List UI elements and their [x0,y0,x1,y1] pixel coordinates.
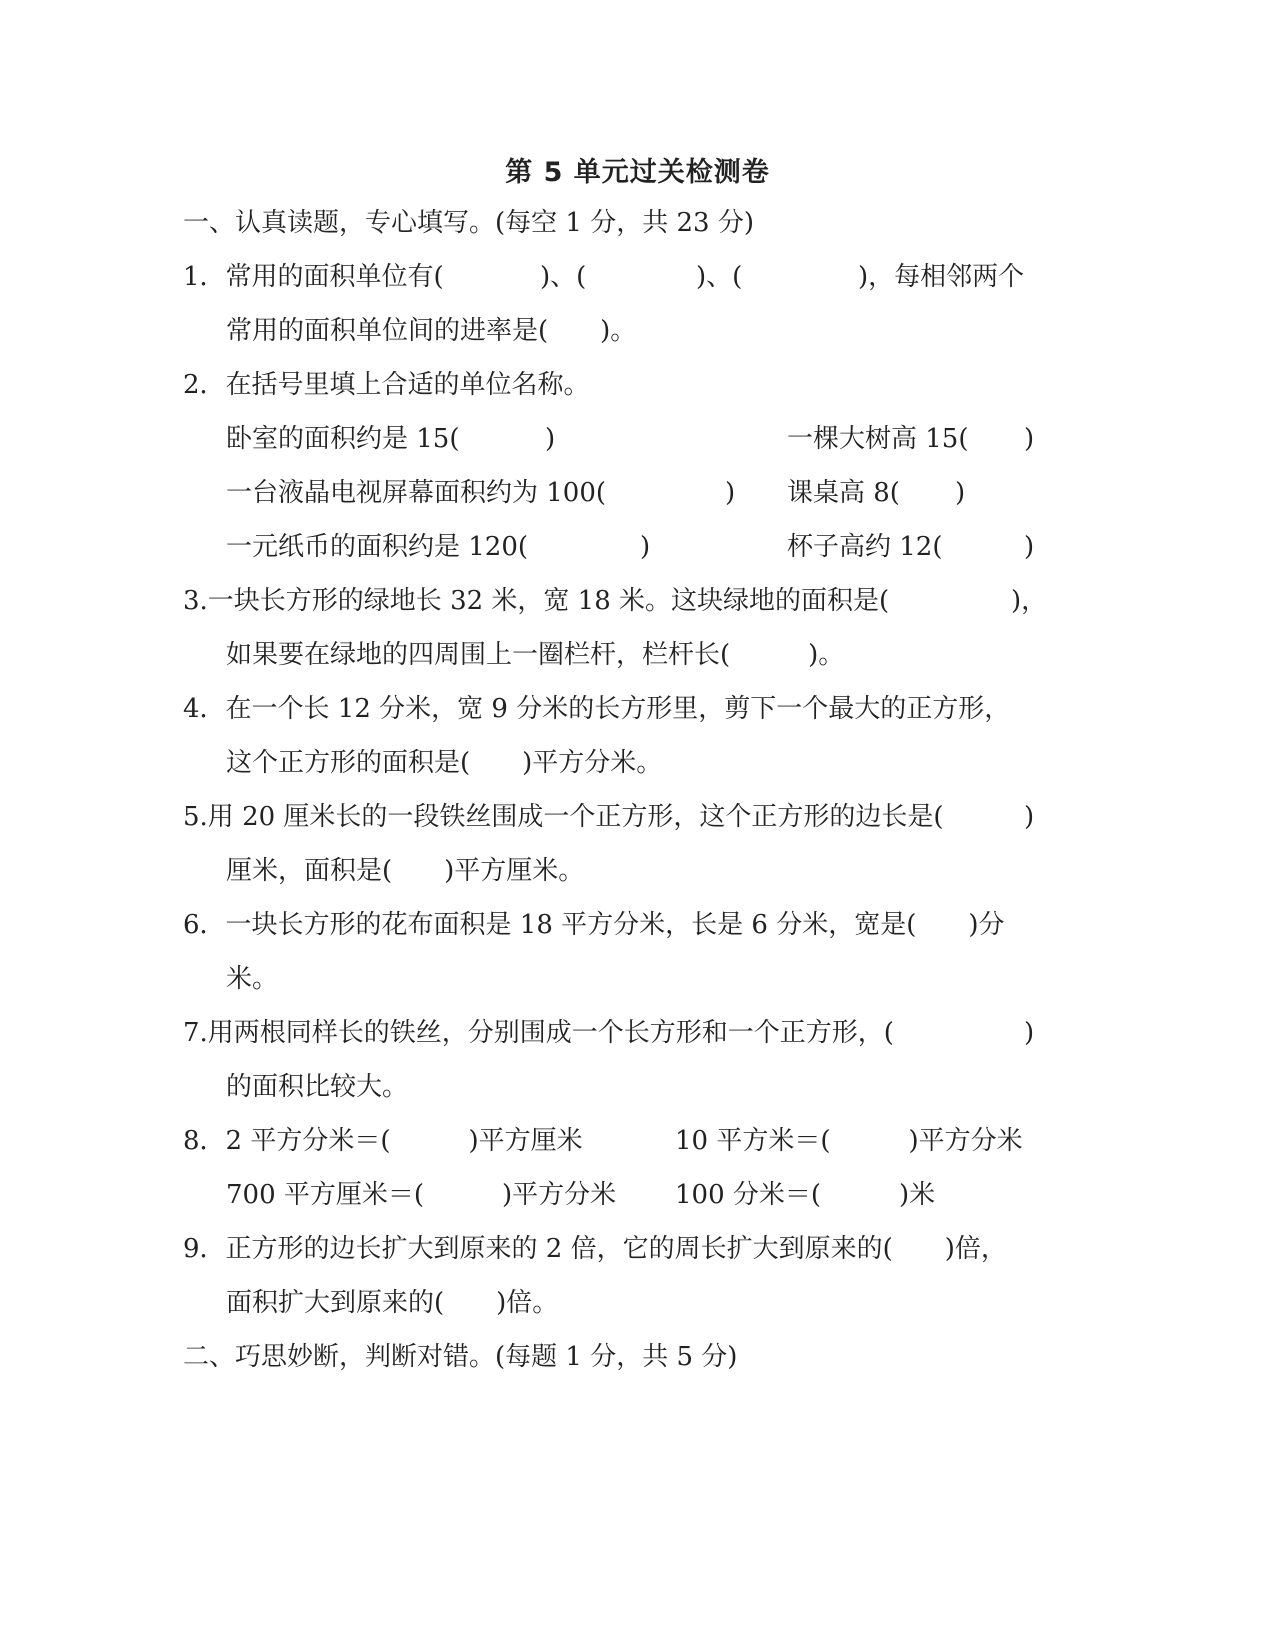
q2-item-tree-close: ) [1024,424,1035,454]
q6-line2: 米。 [226,964,279,994]
q2-item-cup: 杯子高约 12( [787,532,943,562]
q4-line1: 4．在一个长 12 分米，宽 9 分米的长方形里，剪下一个最大的正方形， [183,694,1011,724]
q2-item-desk: 课桌高 8( [787,478,900,508]
q2-stem: 2．在括号里填上合适的单位名称。 [183,370,590,400]
q2-item-banknote-close: ) [640,532,651,562]
q1-line1-part3: )、( [696,262,743,292]
q5-line1: 5.用 20 厘米长的一段铁丝围成一个正方形，这个正方形的边长是( [183,802,944,832]
q3-line1-close: )， [1011,586,1048,616]
q2-item-tv: 一台液晶电视屏幕面积约为 100( [226,478,607,508]
q2-item-bedroom-close: ) [545,424,556,454]
q1-line1-part1: 1．常用的面积单位有( [183,262,444,292]
q8-item-1: 8．2 平方分米＝( )平方厘米 [183,1126,583,1156]
q2-item-bedroom: 卧室的面积约是 15( [226,424,460,454]
q5-line1-close: ) [1024,802,1035,832]
q2-item-desk-close: ) [955,478,966,508]
section2-heading: 二、巧思妙断，判断对错。(每题 1 分，共 5 分) [183,1342,738,1372]
q1-line2: 常用的面积单位间的进率是( )。 [226,316,637,346]
q7-line2: 的面积比较大。 [226,1072,409,1102]
q1-line1-part4: )，每相邻两个 [858,262,1025,292]
page-title: 第 5 单元过关检测卷 [505,157,770,188]
q3-line1: 3.一块长方形的绿地长 32 米，宽 18 米。这块绿地的面积是( [183,586,890,616]
q2-item-banknote: 一元纸币的面积约是 120( [226,532,529,562]
q8-item-3: 700 平方厘米＝( )平方分米 [226,1180,617,1210]
q8-item-4: 100 分米＝( )米 [675,1180,936,1210]
q4-line2: 这个正方形的面积是( )平方分米。 [226,748,663,778]
q3-line2: 如果要在绿地的四周围上一圈栏杆，栏杆长( )。 [226,640,845,670]
q1-line1-part2: )、( [540,262,587,292]
q2-item-cup-close: ) [1024,532,1035,562]
q9-line1: 9．正方形的边长扩大到原来的 2 倍，它的周长扩大到原来的( )倍， [183,1234,1007,1264]
q9-line2: 面积扩大到原来的( )倍。 [226,1288,559,1318]
section1-heading: 一、认真读题，专心填写。(每空 1 分，共 23 分) [183,208,754,238]
q7-line1-close: ) [1024,1018,1035,1048]
q2-item-tv-close: ) [725,478,736,508]
q2-item-tree: 一棵大树高 15( [787,424,969,454]
q7-line1: 7.用两根同样长的铁丝，分别围成一个长方形和一个正方形，( [183,1018,894,1048]
q6-line1: 6．一块长方形的花布面积是 18 平方分米，长是 6 分米，宽是( )分 [183,910,1005,940]
q8-item-2: 10 平方米＝( )平方分米 [675,1126,1023,1156]
q5-line2: 厘米，面积是( )平方厘米。 [226,856,585,886]
